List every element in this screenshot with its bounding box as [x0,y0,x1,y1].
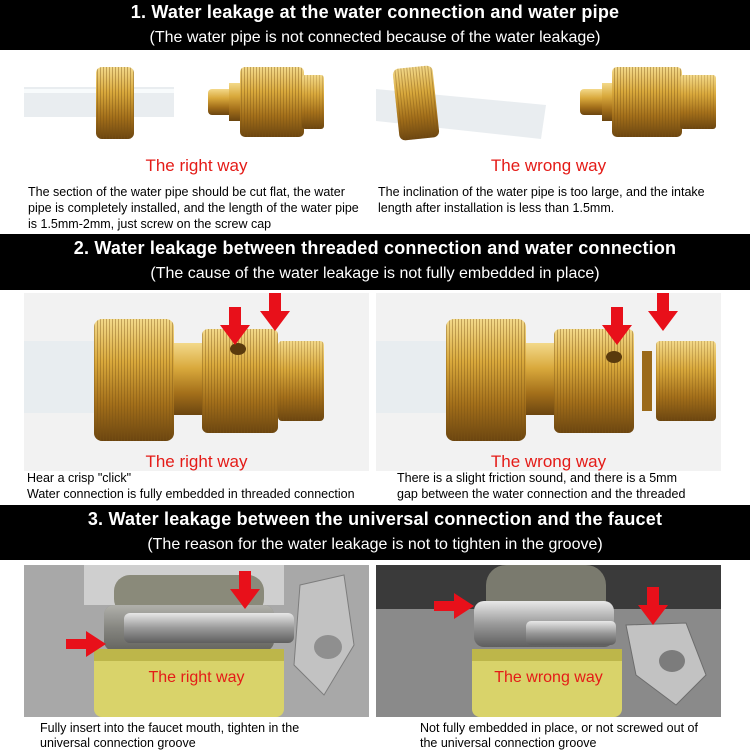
down-arrow-icon [220,307,250,345]
section-3-right-description-line2: universal connection groove [40,736,196,750]
section-2-right-caption: The right way [145,452,248,471]
section-2-right-description-line1: Hear a crisp "click" [27,471,132,485]
section-2-right-description-line2: Water connection is fully embedded in threaded connection [27,487,355,501]
section-1-wrong-caption: The wrong way [490,156,607,175]
section-3-right-caption: The right way [148,669,245,686]
down-arrow-icon [260,293,290,331]
section-2-wrong-description-line2: gap between the water connection and the threaded [397,487,686,501]
section-2-subtitle: (The cause of the water leakage is not fully embedded in place) [150,265,600,282]
section-2-wrong-description-line1: There is a slight friction sound, and there is a 5mm [397,471,677,485]
section-3-right-way-photo [24,565,369,717]
hose-clamp-icon [376,565,721,717]
section-3-wrong-way-photo [376,565,721,717]
right-arrow-icon [434,593,474,619]
section-2-title: 2. Water leakage between threaded connection and water connection [73,238,677,258]
section-2-wrong-way-photo [376,293,721,471]
right-arrow-icon [66,631,106,657]
down-arrow-icon [648,293,678,331]
section-2-wrong-caption: The wrong way [490,452,607,471]
section-3-right-description-line1: Fully insert into the faucet mouth, tighten in the [40,721,300,735]
section-3-wrong-description-line1: Not fully embedded in place, or not screwed out of [420,721,698,735]
down-arrow-icon [602,307,632,345]
down-arrow-icon [638,587,668,625]
section-3-wrong-description-line2: the universal connection groove [420,736,597,750]
section-3-banner [0,505,750,560]
section-1-wrong-description: The inclination of the water pipe is too large, and the intake length after installation is less than 1.5mm. [378,185,705,215]
section-1-title: 1. Water leakage at the water connection and water pipe [130,2,620,22]
section-2-right-way-photo [24,293,369,471]
brass-connector-icon [24,293,369,471]
section-1-right-caption: The right way [145,156,248,175]
section-1-right-description: The section of the water pipe should be cut flat, the water pipe is completely installed, and the length of the water pipe is 1.5mm-2mm, just screw on the screw cap [28,185,359,231]
section-2-banner [0,234,750,290]
section-3-wrong-caption: The wrong way [494,669,603,686]
down-arrow-icon [230,571,260,609]
section-3-subtitle: (The reason for the water leakage is not to tighten in the groove) [147,536,603,553]
section-1-banner [0,0,750,50]
section-1-subtitle: (The water pipe is not connected because of the water leakage) [149,29,601,46]
section-3-title: 3. Water leakage between the universal connection and the faucet [87,509,663,529]
